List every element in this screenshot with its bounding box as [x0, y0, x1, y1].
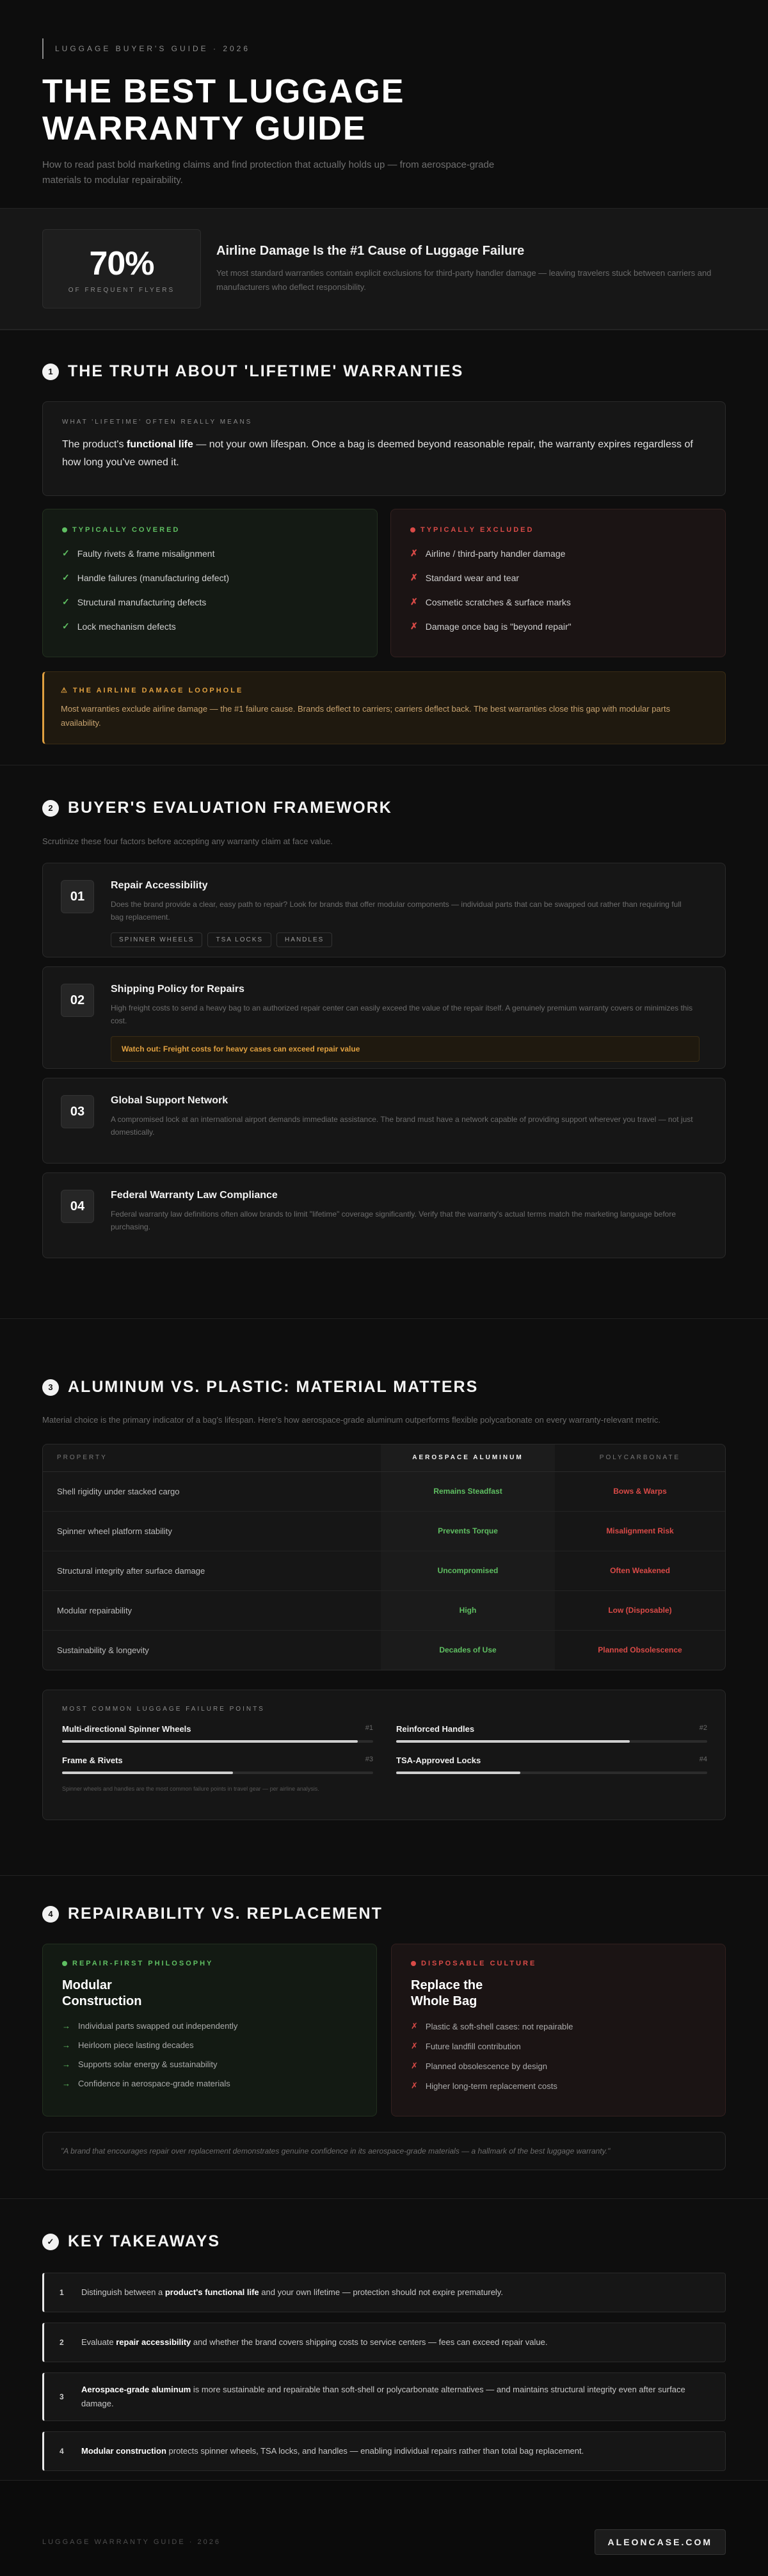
list-item-text: Structural manufacturing defects — [77, 596, 207, 607]
failure-point-rank: #2 — [699, 1724, 707, 1732]
cross-icon: ✗ — [410, 548, 418, 558]
check-icon: ✓ — [62, 572, 70, 582]
framework-number: 02 — [61, 984, 94, 1017]
disposable-kicker — [411, 1960, 706, 1967]
stat-band — [0, 208, 768, 330]
cross-icon: ✗ — [411, 2021, 418, 2031]
aluminum-cell: Decades of Use — [381, 1630, 555, 1670]
table-row — [43, 1551, 725, 1590]
takeaway-item — [42, 2323, 726, 2362]
section-number-badge: 1 — [42, 364, 59, 380]
repair-first-kicker — [62, 1960, 357, 1967]
section-title: THE TRUTH ABOUT 'LIFETIME' WARRANTIES — [68, 362, 464, 380]
materials-table-body — [43, 1471, 725, 1670]
list-item — [62, 596, 358, 607]
list-item-text: Damage once bag is "beyond repair" — [425, 621, 572, 632]
list-item — [411, 2021, 706, 2031]
takeaway-item — [42, 2273, 726, 2312]
arrow-icon: → — [62, 2079, 70, 2088]
disposable-title — [411, 1978, 706, 2010]
repair-quote-text: "A brand that encourages repair over replacement demonstrates genuine confidence in its aerospace-grade materials — a hallmark of the best luggage warranty." — [61, 2147, 611, 2156]
section-title: ALUMINUM VS. PLASTIC: MATERIAL MATTERS — [68, 1378, 479, 1396]
takeaway-post: and your own lifetime — protection should not expire prematurely. — [261, 2287, 503, 2297]
page-title — [42, 73, 726, 147]
list-item — [411, 2061, 706, 2071]
excluded-title — [410, 526, 706, 534]
takeaway-number: 1 — [60, 2288, 64, 2297]
repair-first-list — [62, 2021, 357, 2088]
takeaway-item — [42, 2431, 726, 2471]
repair-first-title — [62, 1978, 357, 2010]
takeaway-list — [42, 2273, 726, 2471]
meaning-strong: functional life — [126, 439, 193, 450]
failure-point-name: Frame & Rivets — [62, 1756, 123, 1765]
section-title: BUYER'S EVALUATION FRAMEWORK — [68, 799, 392, 817]
hero — [0, 0, 768, 208]
polycarbonate-cell: Low (Disposable) — [608, 1606, 672, 1615]
green-dot-icon — [62, 1961, 67, 1966]
failure-bar-track — [62, 1772, 373, 1774]
tag-row — [111, 932, 693, 947]
list-item-text: Future landfill contribution — [425, 2041, 521, 2051]
framework-title: Global Support Network — [111, 1095, 228, 1106]
disposable-title-line2: Whole Bag — [411, 1994, 477, 2008]
takeaway-post: is more sustainable and repairable than soft-shell or polycarbonate alternatives — and maintains structural integrity even after surface damage. — [81, 2385, 685, 2408]
failure-point-rank: #4 — [699, 1756, 707, 1763]
takeaway-strong: product's functional life — [164, 2287, 259, 2297]
covered-title — [62, 526, 358, 534]
takeaway-strong: Aerospace-grade aluminum — [81, 2385, 191, 2394]
takeaway-number: 2 — [60, 2338, 64, 2347]
stat-headline: Airline Damage Is the #1 Cause of Luggage Failure — [216, 243, 525, 258]
section-number-badge: 3 — [42, 1379, 59, 1396]
list-item-text: Faulty rivets & frame misalignment — [77, 548, 215, 559]
framework-title: Repair Accessibility — [111, 880, 208, 891]
component-tag: TSA LOCKS — [207, 932, 271, 947]
section-repairability — [0, 1875, 768, 2198]
list-item-text: Plastic & soft-shell cases: not repairable — [425, 2021, 573, 2031]
section-intro: Scrutinize these four factors before accepting any warranty claim at face value. — [42, 836, 333, 846]
disposable-title-line1: Replace the — [411, 1978, 483, 1992]
table-row — [43, 1630, 725, 1670]
list-item — [62, 2040, 357, 2050]
list-item-text: Individual parts swapped out independently — [78, 2021, 238, 2031]
list-item-text: Higher long-term replacement costs — [425, 2081, 557, 2091]
list-item — [410, 548, 706, 559]
excluded-list — [410, 548, 706, 632]
polycarbonate-cell: Misalignment Risk — [606, 1526, 674, 1535]
takeaway-pre: Evaluate — [81, 2337, 114, 2347]
meaning-pre: The product's — [62, 439, 124, 450]
framework-body: Does the brand provide a clear, easy path to repair? Look for brands that offer modular components — individual parts that can be swapped out rather than requiring full bag replacement. — [111, 900, 682, 922]
section-intro: Material choice is the primary indicator of a bag's lifespan. Here's how aerospace-grade aluminum outperforms flexible polycarbonate on every warranty-relevant metric. — [42, 1415, 660, 1425]
aluminum-cell: Remains Steadfast — [381, 1471, 555, 1511]
arrow-icon: → — [62, 2040, 70, 2050]
repair-first-title-line1: Modular — [62, 1978, 112, 1992]
list-item — [62, 572, 358, 583]
materials-table — [43, 1444, 725, 1670]
meaning-kicker: WHAT 'LIFETIME' OFTEN REALLY MEANS — [62, 419, 253, 426]
failure-point-rank: #3 — [365, 1756, 373, 1763]
section-title: REPAIRABILITY VS. REPLACEMENT — [68, 1905, 383, 1923]
framework-item — [42, 863, 726, 957]
failure-bar-fill — [396, 1772, 520, 1774]
takeaway-text — [81, 2285, 696, 2300]
framework-body: Federal warranty law definitions often allow brands to limit "lifetime" coverage significantly. Verify that the warranty's actual terms match the marketing language before purchasing. — [111, 1210, 676, 1231]
section-evaluation-framework — [0, 765, 768, 1318]
cross-icon: ✗ — [410, 621, 418, 631]
cross-icon: ✗ — [410, 596, 418, 607]
failure-point — [396, 1724, 707, 1743]
col-header-polycarbonate: POLYCARBONATE — [599, 1454, 681, 1462]
page-title-line1: THE BEST LUGGAGE — [42, 73, 405, 110]
takeaway-strong: Modular construction — [81, 2446, 166, 2456]
stat-body: Yet most standard warranties contain explicit exclusions for third-party handler damage — leaving travelers stuck between carriers and manufacturers who deflect responsibility. — [216, 268, 712, 292]
failure-point-header — [396, 1756, 707, 1765]
list-item-text: Airline / third-party handler damage — [425, 548, 566, 559]
takeaway-text — [81, 2383, 696, 2411]
cross-icon: ✗ — [411, 2041, 418, 2051]
list-item-text: Handle failures (manufacturing defect) — [77, 572, 230, 583]
failure-bar-fill — [62, 1740, 358, 1743]
framework-title: Shipping Policy for Repairs — [111, 984, 244, 995]
takeaway-post: protects spinner wheels, TSA locks, and handles — enabling individual repairs rather than total bag replacement. — [168, 2446, 584, 2456]
cross-icon: ✗ — [411, 2081, 418, 2090]
list-item — [411, 2081, 706, 2091]
section-4-header — [42, 1905, 726, 1923]
framework-number: 03 — [61, 1095, 94, 1128]
warning-note: Watch out: Freight costs for heavy cases can exceed repair value — [111, 1036, 700, 1062]
failure-point-header — [62, 1756, 373, 1765]
repair-quote — [42, 2132, 726, 2170]
list-item-text: Supports solar energy & sustainability — [78, 2060, 218, 2069]
list-item-text: Lock mechanism defects — [77, 621, 176, 632]
aluminum-cell: Prevents Torque — [381, 1511, 555, 1551]
failure-point-rank: #1 — [365, 1724, 373, 1732]
takeaway-post: and whether the brand covers shipping costs to service centers — fees can exceed repair value. — [193, 2337, 548, 2347]
framework-content — [111, 1095, 693, 1146]
takeaway-text — [81, 2335, 696, 2349]
takeaway-number: 4 — [60, 2447, 64, 2456]
failure-point-name: Multi-directional Spinner Wheels — [62, 1724, 191, 1734]
disposable-kicker-text: DISPOSABLE CULTURE — [421, 1960, 537, 1967]
failure-point — [62, 1724, 373, 1743]
framework-number: 01 — [61, 880, 94, 913]
failure-point-name: Reinforced Handles — [396, 1724, 475, 1734]
list-item-text: Planned obsolescence by design — [425, 2061, 547, 2071]
list-item — [62, 2079, 357, 2088]
checkmark-icon: ✓ — [42, 2234, 59, 2250]
covered-list — [62, 548, 358, 632]
section-key-takeaways — [0, 2198, 768, 2480]
framework-body: A compromised lock at an international airport demands immediate assistance. The brand must have a network capable of providing support wherever you travel — not just domestically. — [111, 1115, 693, 1137]
footer — [0, 2480, 768, 2576]
aluminum-cell: High — [381, 1590, 555, 1630]
col-header-property: PROPERTY — [57, 1454, 108, 1462]
section-1-header — [42, 362, 726, 381]
lifetime-meaning-card — [42, 401, 726, 496]
stat-value: 70% — [89, 244, 154, 282]
failure-points-card — [42, 1690, 726, 1820]
failure-bar-track — [396, 1772, 707, 1774]
framework-body: High freight costs to send a heavy bag to an authorized repair center can easily exceed the value of the repair itself. A genuinely premium warranty covers or minimizes this cost. — [111, 1004, 693, 1025]
excluded-title-text: TYPICALLY EXCLUDED — [420, 526, 534, 534]
section-2-header — [42, 799, 726, 817]
list-item — [411, 2041, 706, 2051]
stat-label: OF FREQUENT FLYERS — [68, 286, 175, 294]
materials-table-card — [42, 1444, 726, 1670]
hero-kicker — [42, 38, 726, 59]
framework-content — [111, 984, 700, 1052]
loophole-title: ⚠ THE AIRLINE DAMAGE LOOPHOLE — [61, 687, 244, 694]
property-cell: Sustainability & longevity — [57, 1645, 149, 1655]
failure-point — [62, 1756, 373, 1774]
check-icon: ✓ — [62, 596, 70, 607]
cross-icon: ✗ — [411, 2061, 418, 2070]
list-item-text: Cosmetic scratches & surface marks — [425, 596, 571, 607]
section-title: KEY TAKEAWAYS — [68, 2232, 221, 2250]
repair-first-title-line2: Construction — [62, 1994, 142, 2008]
polycarbonate-cell: Bows & Warps — [613, 1487, 667, 1496]
col-header-aluminum: AEROSPACE ALUMINUM — [381, 1444, 555, 1471]
loophole-callout — [42, 671, 726, 744]
covered-card — [42, 509, 378, 657]
repair-first-kicker-text: REPAIR-FIRST PHILOSOPHY — [72, 1960, 214, 1967]
takeaway-number: 3 — [60, 2392, 64, 2401]
hero-kicker-text: LUGGAGE BUYER'S GUIDE · 2026 — [55, 44, 251, 53]
brand-link[interactable]: ALEONCASE.COM — [595, 2529, 726, 2555]
page-title-line2: WARRANTY GUIDE — [42, 110, 367, 147]
green-dot-icon — [62, 527, 67, 532]
arrow-icon: → — [62, 2021, 70, 2031]
aluminum-cell: Uncompromised — [381, 1551, 555, 1590]
section-materials — [0, 1318, 768, 1875]
covered-title-text: TYPICALLY COVERED — [72, 526, 180, 534]
section-number-badge: 4 — [42, 1906, 59, 1923]
list-item — [410, 596, 706, 607]
list-item — [410, 621, 706, 632]
failure-point-name: TSA-Approved Locks — [396, 1756, 481, 1765]
failure-point — [396, 1756, 707, 1774]
failure-bar-fill — [396, 1740, 630, 1743]
property-cell: Spinner wheel platform stability — [57, 1526, 172, 1536]
framework-title: Federal Warranty Law Compliance — [111, 1190, 278, 1201]
polycarbonate-cell: Planned Obsolescence — [598, 1645, 682, 1655]
list-item — [62, 2021, 357, 2031]
meaning-post: — not your own lifespan. Once a bag is deemed beyond reasonable repair, the warranty expires regardless of how long you've owned it. — [62, 439, 693, 468]
failure-bar-fill — [62, 1772, 233, 1774]
cross-icon: ✗ — [410, 572, 418, 582]
property-cell: Modular repairability — [57, 1605, 132, 1615]
failure-bar-track — [396, 1740, 707, 1743]
failure-title: MOST COMMON LUGGAGE FAILURE POINTS — [62, 1706, 265, 1713]
list-item-text: Standard wear and tear — [425, 572, 520, 583]
loophole-body: Most warranties exclude airline damage — the #1 failure cause. Brands deflect to carriers; carriers deflect back. The best warranties close this gap with modular parts availability. — [61, 704, 671, 728]
failure-point-header — [396, 1724, 707, 1734]
repair-first-card — [42, 1944, 377, 2116]
disposable-list — [411, 2021, 706, 2091]
table-row — [43, 1471, 725, 1511]
takeaway-pre: Distinguish between a — [81, 2287, 163, 2297]
stat-box — [42, 229, 201, 308]
component-tag: SPINNER WHEELS — [111, 932, 202, 947]
failure-point-header — [62, 1724, 373, 1734]
framework-content — [111, 880, 693, 943]
hero-subtitle: How to read past bold marketing claims and find protection that actually holds up — from aerospace-grade materials to modular repairability. — [42, 159, 495, 186]
list-item — [62, 621, 358, 632]
framework-number: 04 — [61, 1190, 94, 1223]
excluded-card — [390, 509, 726, 657]
polycarbonate-cell: Often Weakened — [610, 1566, 670, 1575]
failure-grid — [62, 1724, 706, 1774]
red-dot-icon — [410, 527, 415, 532]
list-item — [62, 548, 358, 559]
section-lifetime-warranties — [0, 330, 768, 765]
section-number-badge: 2 — [42, 800, 59, 817]
disposable-card — [391, 1944, 726, 2116]
red-dot-icon — [411, 1961, 416, 1966]
table-row — [43, 1590, 725, 1630]
framework-item — [42, 1078, 726, 1164]
failure-bar-track — [62, 1740, 373, 1743]
footer-label: LUGGAGE WARRANTY GUIDE · 2026 — [42, 2538, 221, 2546]
section-5-header — [42, 2232, 726, 2251]
framework-list — [42, 863, 726, 1258]
takeaway-strong: repair accessibility — [116, 2337, 191, 2347]
takeaway-text — [81, 2444, 696, 2458]
takeaway-item — [42, 2372, 726, 2421]
list-item — [62, 2060, 357, 2069]
table-row — [43, 1511, 725, 1551]
property-cell: Shell rigidity under stacked cargo — [57, 1486, 180, 1496]
arrow-icon: → — [62, 2060, 70, 2069]
section-3-header — [42, 1378, 726, 1396]
failure-note: Spinner wheels and handles are the most common failure points in travel gear — per airline analysis. — [62, 1786, 319, 1792]
meaning-text — [62, 436, 706, 472]
list-item-text: Confidence in aerospace-grade materials — [78, 2079, 230, 2088]
list-item — [410, 572, 706, 583]
framework-item — [42, 966, 726, 1069]
property-cell: Structural integrity after surface damage — [57, 1565, 205, 1576]
framework-content — [111, 1190, 693, 1241]
framework-item — [42, 1172, 726, 1258]
check-icon: ✓ — [62, 548, 70, 558]
component-tag: HANDLES — [276, 932, 332, 947]
check-icon: ✓ — [62, 621, 70, 631]
list-item-text: Heirloom piece lasting decades — [78, 2040, 194, 2050]
